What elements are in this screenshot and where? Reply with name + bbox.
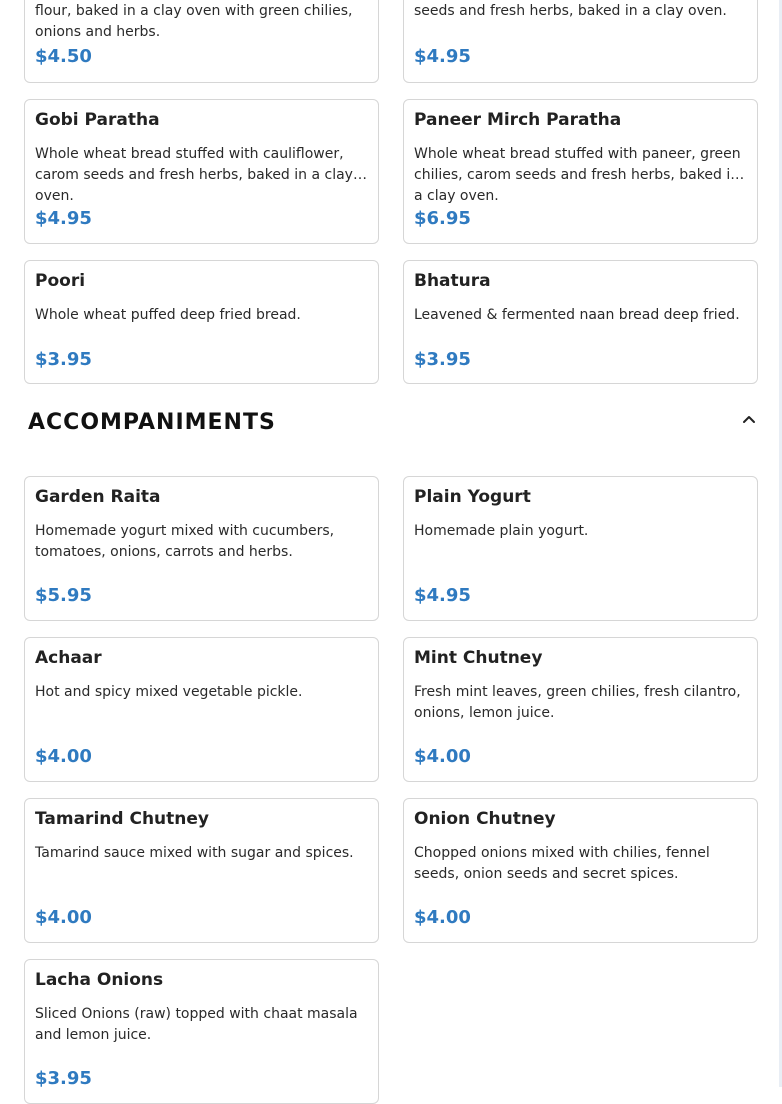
menu-item-description: Homemade plain yogurt. (414, 523, 589, 539)
menu-item-description: seeds and fresh herbs, baked in a clay oven. (414, 3, 727, 19)
menu-item-description: Chopped onions mixed with chilies, fennel seeds, onion seeds and secret spices. (414, 845, 710, 882)
menu-item-name: Tamarind Chutney (35, 809, 209, 829)
menu-item-name: Plain Yogurt (414, 487, 531, 507)
menu-item-card[interactable] (24, 476, 379, 621)
menu-item-card[interactable] (24, 99, 379, 244)
menu-item-price: $3.95 (35, 349, 92, 370)
menu-item-description: Hot and spicy mixed vegetable pickle. (35, 684, 303, 700)
menu-item-name: Bhatura (414, 271, 491, 291)
menu-item-card[interactable] (403, 0, 758, 83)
menu-item-card[interactable] (403, 260, 758, 384)
menu-item-description: Whole wheat bread stuffed with paneer, green chilies, carom seeds and fresh herbs, baked in a clay oven. (414, 146, 741, 204)
menu-item-name: Onion Chutney (414, 809, 556, 829)
menu-item-name: Poori (35, 271, 86, 291)
menu-item-name: Paneer Mirch Paratha (414, 110, 622, 130)
menu-item-price: $3.95 (414, 349, 471, 370)
menu-item-price: $4.95 (35, 208, 92, 229)
menu-item-name: Gobi Paratha (35, 110, 160, 130)
menu-item-description: flour, baked in a clay oven with green chilies, onions and herbs. (35, 3, 353, 40)
menu-item-price: $4.00 (35, 907, 92, 928)
menu-item-price: $4.00 (414, 746, 471, 767)
menu-item-price: $4.95 (414, 46, 471, 67)
chevron-up-icon (742, 414, 756, 424)
menu-item-price: $5.95 (35, 585, 92, 606)
menu-item-description: Sliced Onions (raw) topped with chaat masala and lemon juice. (35, 1006, 358, 1043)
menu-item-price: $4.95 (414, 585, 471, 606)
menu-item-card[interactable] (403, 99, 758, 244)
menu-item-name: Achaar (35, 648, 102, 668)
menu-item-name: Lacha Onions (35, 970, 164, 990)
menu-item-price: $4.50 (35, 46, 92, 67)
menu-item-card[interactable] (403, 798, 758, 943)
menu-item-name: Garden Raita (35, 487, 161, 507)
menu-item-card[interactable] (24, 0, 379, 83)
menu-item-card[interactable] (24, 798, 379, 943)
menu-item-description: Fresh mint leaves, green chilies, fresh cilantro, onions, lemon juice. (414, 684, 741, 721)
menu-item-description: Tamarind sauce mixed with sugar and spices. (35, 845, 354, 861)
menu-item-description: Leavened & fermented naan bread deep fried. (414, 307, 740, 323)
menu-item-price: $4.00 (35, 746, 92, 767)
menu-item-price: $6.95 (414, 208, 471, 229)
menu-item-card[interactable] (24, 260, 379, 384)
menu-item-description: Homemade yogurt mixed with cucumbers, tomatoes, onions, carrots and herbs. (35, 523, 335, 560)
menu-item-description: Whole wheat puffed deep fried bread. (35, 307, 301, 323)
menu-item-price: $4.00 (414, 907, 471, 928)
section-collapse-toggle[interactable] (736, 406, 762, 432)
menu-item-description: Whole wheat bread stuffed with cauliflower, carom seeds and fresh herbs, baked in a clay oven. (35, 146, 353, 204)
section-title: ACCOMPANIMENTS (28, 410, 276, 435)
menu-item-card[interactable] (24, 959, 379, 1104)
menu-item-price: $3.95 (35, 1068, 92, 1089)
menu-item-card[interactable] (403, 637, 758, 782)
menu-item-card[interactable] (24, 637, 379, 782)
menu-item-name: Mint Chutney (414, 648, 543, 668)
menu-item-card[interactable] (403, 476, 758, 621)
